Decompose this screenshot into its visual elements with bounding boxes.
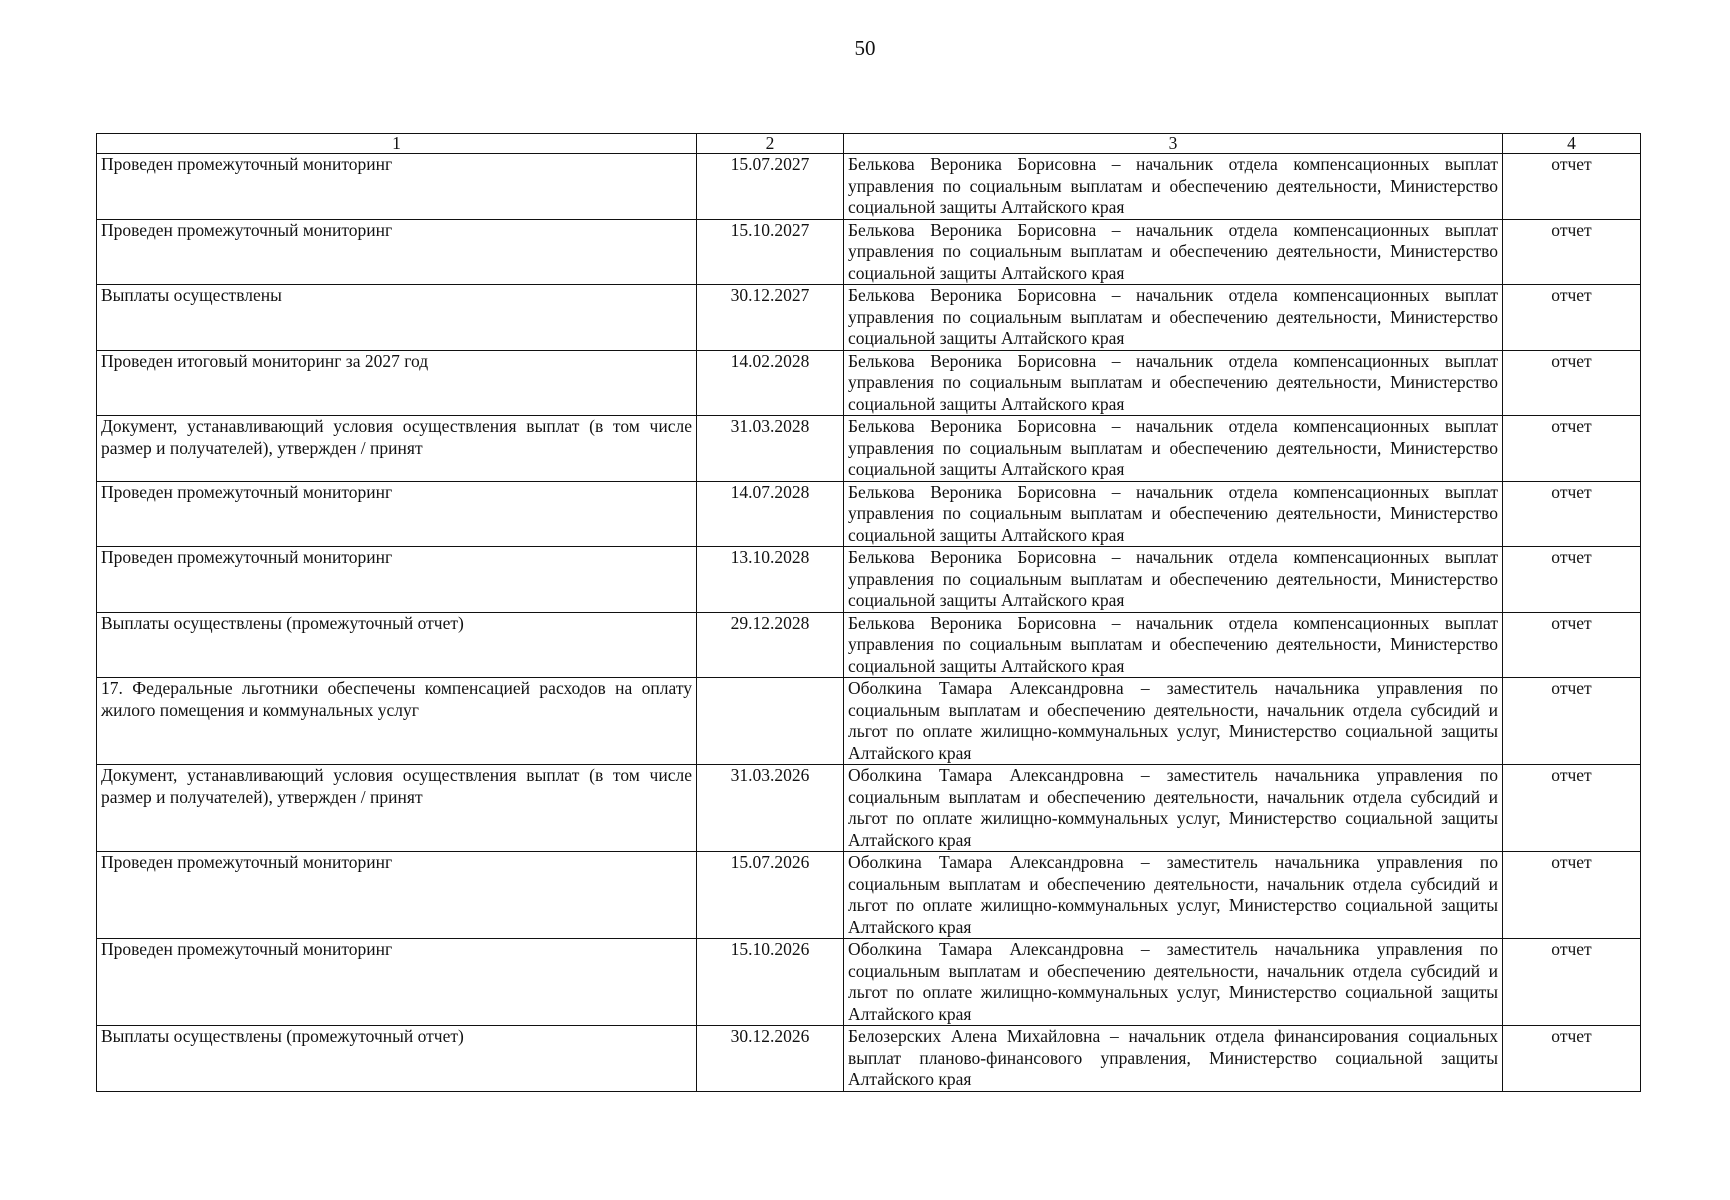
table-row (97, 1026, 1641, 1092)
responsible-cell: Оболкина Тамара Александровна – заместитель начальника управления по социальным выплатам и обеспечению деятельности, начальник отдела субсидий и льгот по оплате жилищно-коммунальных услуг, Министерство социальной защиты Алтайского края (844, 852, 1503, 939)
date-cell: 31.03.2026 (697, 765, 844, 852)
event-cell: Проведен промежуточный мониторинг (97, 939, 697, 1026)
column-header-3: 3 (844, 134, 1503, 154)
responsible-cell: Оболкина Тамара Александровна – заместитель начальника управления по социальным выплатам и обеспечению деятельности, начальник отдела субсидий и льгот по оплате жилищно-коммунальных услуг, Министерство социальной защиты Алтайского края (844, 765, 1503, 852)
result-cell: отчет (1503, 612, 1641, 678)
result-cell: отчет (1503, 481, 1641, 547)
column-header-4: 4 (1503, 134, 1641, 154)
responsible-cell: Белькова Вероника Борисовна – начальник отдела компенсационных выплат управления по социальным выплатам и обеспечению деятельности, Министерство социальной защиты Алтайского края (844, 219, 1503, 285)
date-cell: 14.07.2028 (697, 481, 844, 547)
responsible-cell: Белькова Вероника Борисовна – начальник отдела компенсационных выплат управления по социальным выплатам и обеспечению деятельности, Министерство социальной защиты Алтайского края (844, 612, 1503, 678)
result-cell: отчет (1503, 547, 1641, 613)
event-cell: Проведен промежуточный мониторинг (97, 547, 697, 613)
responsible-cell: Белькова Вероника Борисовна – начальник отдела компенсационных выплат управления по социальным выплатам и обеспечению деятельности, Министерство социальной защиты Алтайского края (844, 547, 1503, 613)
responsible-cell: Белозерских Алена Михайловна – начальник отдела финансирования социальных выплат планово-финансового управления, Министерство социальной защиты Алтайского края (844, 1026, 1503, 1092)
date-cell: 15.07.2027 (697, 154, 844, 220)
event-cell: Проведен промежуточный мониторинг (97, 852, 697, 939)
event-cell: Проведен итоговый мониторинг за 2027 год (97, 350, 697, 416)
table-body (97, 154, 1641, 1092)
result-cell: отчет (1503, 350, 1641, 416)
event-cell: Документ, устанавливающий условия осуществления выплат (в том числе размер и получателей), утвержден / принят (97, 416, 697, 482)
event-cell: Выплаты осуществлены (промежуточный отчет) (97, 1026, 697, 1092)
table-header (97, 134, 1641, 154)
table-row (97, 154, 1641, 220)
event-cell: Выплаты осуществлены (97, 285, 697, 351)
responsible-cell: Оболкина Тамара Александровна – заместитель начальника управления по социальным выплатам и обеспечению деятельности, начальник отдела субсидий и льгот по оплате жилищно-коммунальных услуг, Министерство социальной защиты Алтайского края (844, 939, 1503, 1026)
table-row (97, 219, 1641, 285)
responsible-cell: Белькова Вероника Борисовна – начальник отдела компенсационных выплат управления по социальным выплатам и обеспечению деятельности, Министерство социальной защиты Алтайского края (844, 481, 1503, 547)
responsible-cell: Белькова Вероника Борисовна – начальник отдела компенсационных выплат управления по социальным выплатам и обеспечению деятельности, Министерство социальной защиты Алтайского края (844, 285, 1503, 351)
table-row (97, 547, 1641, 613)
table-row (97, 765, 1641, 852)
result-cell: отчет (1503, 678, 1641, 765)
result-cell: отчет (1503, 1026, 1641, 1092)
date-cell: 14.02.2028 (697, 350, 844, 416)
event-cell: Документ, устанавливающий условия осуществления выплат (в том числе размер и получателей), утвержден / принят (97, 765, 697, 852)
responsible-cell: Оболкина Тамара Александровна – заместитель начальника управления по социальным выплатам и обеспечению деятельности, начальник отдела субсидий и льгот по оплате жилищно-коммунальных услуг, Министерство социальной защиты Алтайского края (844, 678, 1503, 765)
table-row (97, 350, 1641, 416)
column-header-2: 2 (697, 134, 844, 154)
date-cell (697, 678, 844, 765)
result-cell: отчет (1503, 852, 1641, 939)
date-cell: 30.12.2027 (697, 285, 844, 351)
result-cell: отчет (1503, 219, 1641, 285)
table-row (97, 285, 1641, 351)
date-cell: 15.07.2026 (697, 852, 844, 939)
event-cell: 17. Федеральные льготники обеспечены компенсацией расходов на оплату жилого помещения и коммунальных услуг (97, 678, 697, 765)
date-cell: 15.10.2027 (697, 219, 844, 285)
header-row (97, 134, 1641, 154)
table-row (97, 416, 1641, 482)
date-cell: 30.12.2026 (697, 1026, 844, 1092)
result-cell: отчет (1503, 285, 1641, 351)
table-row (97, 852, 1641, 939)
responsible-cell: Белькова Вероника Борисовна – начальник отдела компенсационных выплат управления по социальным выплатам и обеспечению деятельности, Министерство социальной защиты Алтайского края (844, 154, 1503, 220)
schedule-table (96, 133, 1641, 1092)
date-cell: 31.03.2028 (697, 416, 844, 482)
result-cell: отчет (1503, 154, 1641, 220)
date-cell: 29.12.2028 (697, 612, 844, 678)
event-cell: Проведен промежуточный мониторинг (97, 481, 697, 547)
date-cell: 13.10.2028 (697, 547, 844, 613)
table-row (97, 939, 1641, 1026)
page-number: 50 (854, 36, 876, 60)
table-row (97, 481, 1641, 547)
result-cell: отчет (1503, 765, 1641, 852)
date-cell: 15.10.2026 (697, 939, 844, 1026)
responsible-cell: Белькова Вероника Борисовна – начальник отдела компенсационных выплат управления по социальным выплатам и обеспечению деятельности, Министерство социальной защиты Алтайского края (844, 416, 1503, 482)
event-cell: Проведен промежуточный мониторинг (97, 219, 697, 285)
result-cell: отчет (1503, 939, 1641, 1026)
event-cell: Проведен промежуточный мониторинг (97, 154, 697, 220)
result-cell: отчет (1503, 416, 1641, 482)
table-row (97, 678, 1641, 765)
event-cell: Выплаты осуществлены (промежуточный отчет) (97, 612, 697, 678)
column-header-1: 1 (97, 134, 697, 154)
table-row (97, 612, 1641, 678)
responsible-cell: Белькова Вероника Борисовна – начальник отдела компенсационных выплат управления по социальным выплатам и обеспечению деятельности, Министерство социальной защиты Алтайского края (844, 350, 1503, 416)
